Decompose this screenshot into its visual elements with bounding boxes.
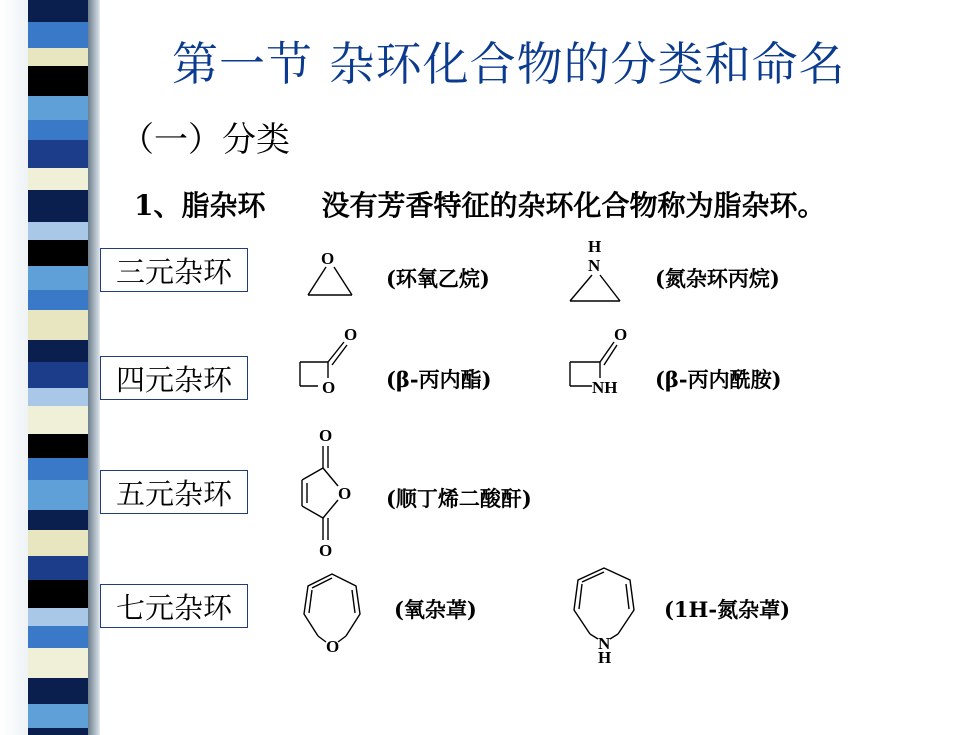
- propiolactam-structure: [562, 322, 642, 402]
- anhydride-bond-c4-o: [323, 500, 338, 518]
- stripe-highlight: [0, 0, 28, 735]
- anhydride-bond-c3-c4: [302, 506, 323, 518]
- anhydride-bond-c1-c2: [302, 468, 323, 480]
- stripe-segment: [28, 362, 88, 388]
- oxepine-bond-o-left: [318, 636, 326, 642]
- stripe-segment: [28, 608, 88, 626]
- stripe-segment: [28, 222, 88, 240]
- compound-name-azepine: (1H-氮杂䓬): [664, 597, 791, 622]
- compound-name-oxirane: (环氧乙烷): [386, 266, 490, 291]
- anhydride-atom-top-o: O: [319, 426, 333, 445]
- stripe-segment: [28, 728, 88, 735]
- stripe-shadow: [88, 0, 100, 735]
- oxirane-structure: [300, 240, 360, 302]
- stripe-segment: [28, 168, 88, 190]
- azepine-double-bond-2: [579, 584, 582, 609]
- anhydride-atom-ring-o: O: [338, 484, 352, 503]
- ring-label-seven: 七元杂环: [100, 584, 248, 628]
- azepine-bond-n-left: [590, 634, 598, 639]
- aziridine-bond-left: [570, 275, 592, 301]
- stripe-segment: [28, 266, 88, 290]
- stripe-segment: [28, 648, 88, 678]
- stripe-segment: [28, 626, 88, 648]
- azepine-double-bond-3: [626, 584, 629, 609]
- stripe-segment: [28, 0, 88, 22]
- propiolactam-atom-carbonyl-o: O: [614, 325, 628, 344]
- propiolactone-atom-ring-o: O: [322, 378, 336, 397]
- propiolactam-atom-nh: NH: [592, 378, 618, 397]
- oxepine-double-bond-3: [352, 590, 355, 613]
- stripe-segment: [28, 480, 88, 510]
- oxepine-double-bond-2: [309, 590, 312, 613]
- stripe-segment: [28, 340, 88, 362]
- compound-name-oxepine: (氧杂䓬): [394, 597, 477, 622]
- stripe-segment: [28, 66, 88, 96]
- stripe-segment: [28, 22, 88, 48]
- stripe-segment: [28, 96, 88, 120]
- stripe-segment: [28, 530, 88, 556]
- stripe-segment: [28, 678, 88, 704]
- stripe-segment: [28, 310, 88, 340]
- stripe-segment: [28, 434, 88, 458]
- stripe-column: [28, 0, 88, 735]
- aziridine-bond-right: [600, 275, 620, 301]
- aziridine-structure: [562, 234, 628, 304]
- compound-name-maleic-anhydride: (顺丁烯二酸酐): [386, 486, 532, 511]
- stripe-segment: [28, 556, 88, 580]
- stripe-segment: [28, 580, 88, 608]
- stripe-segment: [28, 48, 88, 66]
- azepine-ring-bonds: [574, 568, 634, 634]
- stripe-segment: [28, 406, 88, 434]
- maleic-anhydride-structure: [290, 424, 370, 560]
- aziridine-atom-h: H: [588, 237, 602, 256]
- compound-name-propiolactone: (β-丙内酯): [386, 367, 492, 392]
- aziridine-atom-n: N: [588, 256, 601, 275]
- stripe-segment: [28, 140, 88, 168]
- ring-label-four: 四元杂环: [100, 356, 248, 400]
- anhydride-bond-c1-o: [323, 468, 338, 486]
- decorative-stripe-bar: [0, 0, 100, 735]
- oxepine-structure: [296, 566, 368, 658]
- azepine-structure: [566, 562, 642, 666]
- compound-name-propiolactam: (β-丙内酰胺): [655, 367, 782, 392]
- slide-title: 第一节 杂环化合物的分类和命名: [172, 37, 846, 91]
- stripe-segment: [28, 190, 88, 222]
- oxepine-ring-bonds: [304, 574, 360, 636]
- stripe-segment: [28, 290, 88, 310]
- ring-label-three: 三元杂环: [100, 248, 248, 292]
- stripe-segment: [28, 120, 88, 140]
- anhydride-atom-bottom-o: O: [319, 541, 333, 560]
- stripe-segment: [28, 388, 88, 406]
- stripe-segment: [28, 704, 88, 728]
- compound-name-aziridine: (氮杂环丙烷): [655, 266, 780, 291]
- ring-label-five: 五元杂环: [100, 470, 248, 514]
- azepine-bond-n-right: [610, 634, 618, 639]
- azepine-atom-h: H: [598, 648, 612, 667]
- section-subtitle: （一）分类: [120, 120, 290, 160]
- oxepine-atom-o: O: [326, 637, 340, 656]
- propiolactone-structure: [294, 322, 364, 402]
- azepine-atom-n: N: [598, 634, 611, 653]
- intro-line: [134, 184, 826, 224]
- oxirane-bond-left: [308, 267, 326, 295]
- stripe-segment: [28, 458, 88, 480]
- oxirane-bond-right: [334, 267, 352, 295]
- oxirane-atom-o: O: [321, 249, 335, 268]
- stripe-segment: [28, 240, 88, 266]
- stripe-segment: [28, 510, 88, 530]
- propiolactone-atom-carbonyl-o: O: [344, 325, 358, 344]
- intro-description: 没有芳香特征的杂环化合物称为脂杂环。: [321, 189, 826, 222]
- intro-label: 1、脂杂环: [134, 189, 266, 222]
